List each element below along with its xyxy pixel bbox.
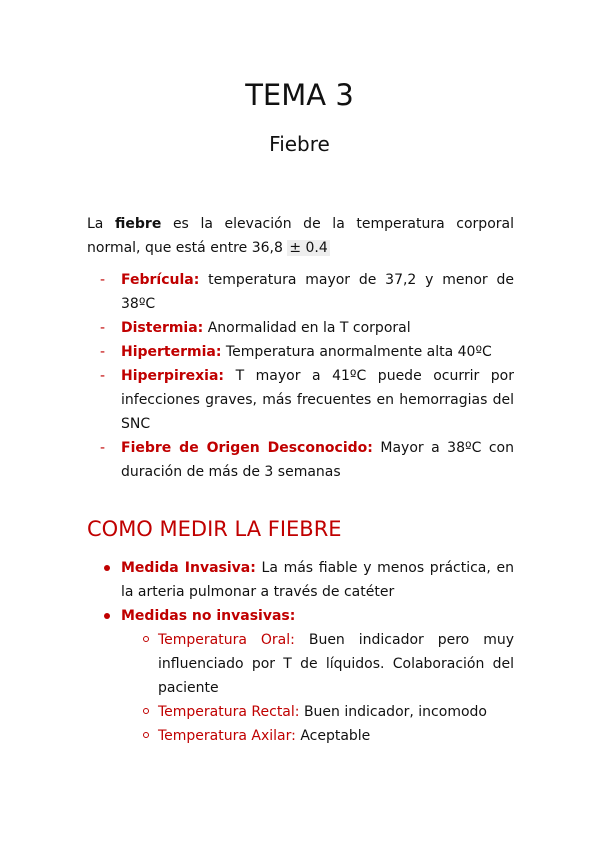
- intro-paragraph: [87, 212, 514, 260]
- definition-term: Fiebre de Origen Desconocido:: [121, 440, 373, 456]
- measurement-item: [87, 604, 514, 748]
- definition-text: Mayor a 38ºC con duración de más de 3 semanas: [121, 440, 514, 480]
- page-title: TEMA 3: [245, 78, 354, 112]
- bullet-dot-icon: [104, 613, 110, 619]
- dash-marker: -: [100, 368, 106, 384]
- measurement-text: La más fiable y menos práctica, en la arteria pulmonar a través de catéter: [121, 560, 514, 600]
- definition-item: [87, 268, 514, 316]
- section-heading: COMO MEDIR LA FIEBRE: [87, 517, 342, 541]
- non-invasive-item: [121, 700, 514, 724]
- definition-text: Anormalidad en la T corporal: [207, 320, 411, 336]
- definition-list: [87, 268, 514, 484]
- dash-marker: -: [100, 320, 106, 336]
- non-invasive-text: Aceptable: [300, 728, 371, 744]
- dash-marker: -: [100, 440, 106, 456]
- measurement-term: Medida Invasiva:: [121, 560, 256, 576]
- definition-text: T mayor a 41ºC puede ocurrir por infecciones graves, más frecuentes en hemorragias del SNC: [121, 368, 514, 432]
- bullet-circle-icon: [143, 708, 149, 714]
- measurement-item: [87, 556, 514, 604]
- definition-term: Febrícula:: [121, 272, 200, 288]
- dash-marker: -: [100, 272, 106, 288]
- measurement-term: Medidas no invasivas:: [121, 608, 296, 624]
- bullet-circle-icon: [143, 636, 149, 642]
- non-invasive-item: [121, 628, 514, 700]
- definition-text: temperatura mayor de 37,2 y menor de 38ºC: [121, 272, 514, 312]
- intro-term: fiebre: [115, 216, 162, 232]
- non-invasive-term: Temperatura Rectal:: [158, 704, 300, 720]
- definition-text: Temperatura anormalmente alta 40ºC: [225, 344, 492, 360]
- non-invasive-term: Temperatura Oral:: [158, 632, 295, 648]
- intro-range: ± 0.4: [289, 240, 328, 256]
- definition-term: Hiperpirexia:: [121, 368, 225, 384]
- bullet-dot-icon: [104, 565, 110, 571]
- bullet-circle-icon: [143, 732, 149, 738]
- non-invasive-text: Buen indicador pero muy influenciado por T de líquidos. Colaboración del paciente: [158, 632, 515, 696]
- intro-prefix: La: [87, 216, 104, 232]
- measurement-list: [87, 556, 514, 748]
- page-subtitle: Fiebre: [269, 132, 330, 156]
- definition-item: [87, 316, 514, 340]
- non-invasive-term: Temperatura Axilar:: [158, 728, 296, 744]
- definition-term: Distermia:: [121, 320, 204, 336]
- definition-item: [87, 364, 514, 436]
- definition-term: Hipertermia:: [121, 344, 222, 360]
- non-invasive-list: [121, 628, 514, 748]
- intro-text: es la elevación de la temperatura corporal normal, que está entre 36,8: [87, 216, 514, 256]
- dash-marker: -: [100, 344, 106, 360]
- definition-item: [87, 340, 514, 364]
- non-invasive-item: [121, 724, 514, 748]
- definition-item: [87, 436, 514, 484]
- non-invasive-text: Buen indicador, incomodo: [303, 704, 487, 720]
